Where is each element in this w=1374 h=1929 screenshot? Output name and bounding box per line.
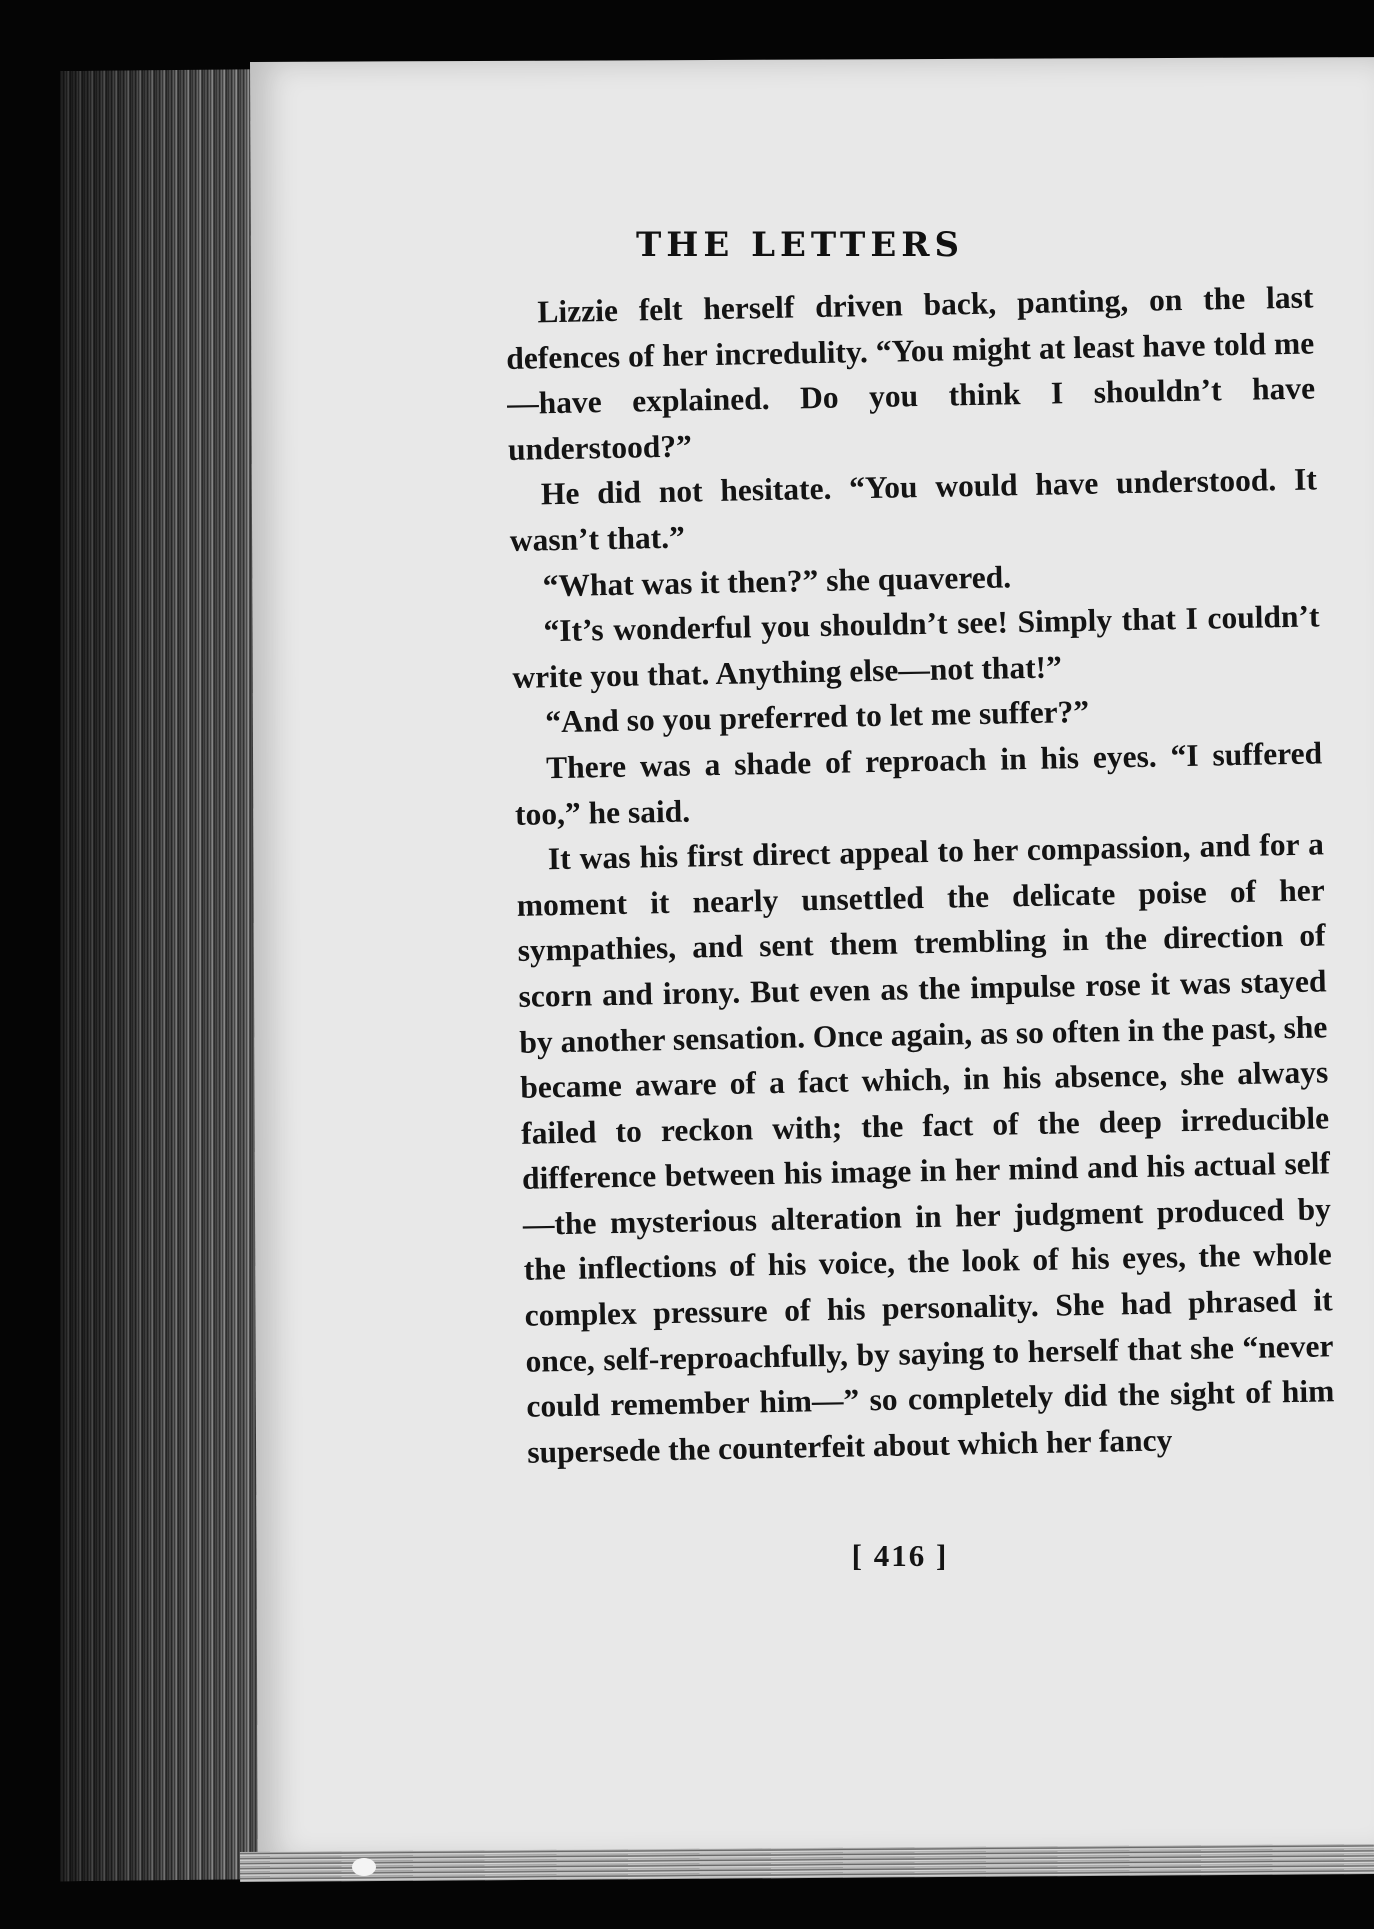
paragraph-7: It was his first direct appeal to her compassion, and for a moment it nearly unsettled the delicate poise of her sympathies, and sent them trembling in the direction of scorn and irony. But even as the impulse rose it was stayed by another sensation. Once again, as so often in the past, she became aware of a fact which, in his absence, she always failed to reckon with; the fact of the deep irreducible difference between his image in her mind and his actual self—the mysterious alteration in her judgment produced by the inflections of his voice, the look of his eyes, the whole complex pressure of his personality. She had phrased it once, self-reproachfully, by saying to herself that she “never could remember him—” so completely did the sight of him supersede the counterfeit about which her fancy [516, 826, 1335, 1470]
paragraph-4: “It’s wonderful you shouldn’t see! Simply that I couldn’t write you that. Anything else—not that!” [512, 598, 1320, 695]
paragraph-1: Lizzie felt herself driven back, panting, on the last defences of her incredulity. “You might at least have told me—have explained. Do you think I shouldn’t have understood?” [505, 279, 1316, 467]
page-number: [ 416 ] [851, 1538, 949, 1573]
paragraph-3: “What was it then?” she quavered. [542, 558, 1012, 603]
scan-blot [352, 1858, 376, 1876]
paragraph-5: “And so you preferred to let me suffer?” [544, 694, 1090, 740]
body-text [505, 274, 1336, 1475]
paragraph-6: There was a shade of reproach in his eyes. “I suffered too,” he said. [514, 735, 1323, 832]
running-head: THE LETTERS [635, 225, 965, 265]
paragraph-2: He did not hesitate. “You would have understood. It wasn’t that.” [509, 461, 1318, 558]
